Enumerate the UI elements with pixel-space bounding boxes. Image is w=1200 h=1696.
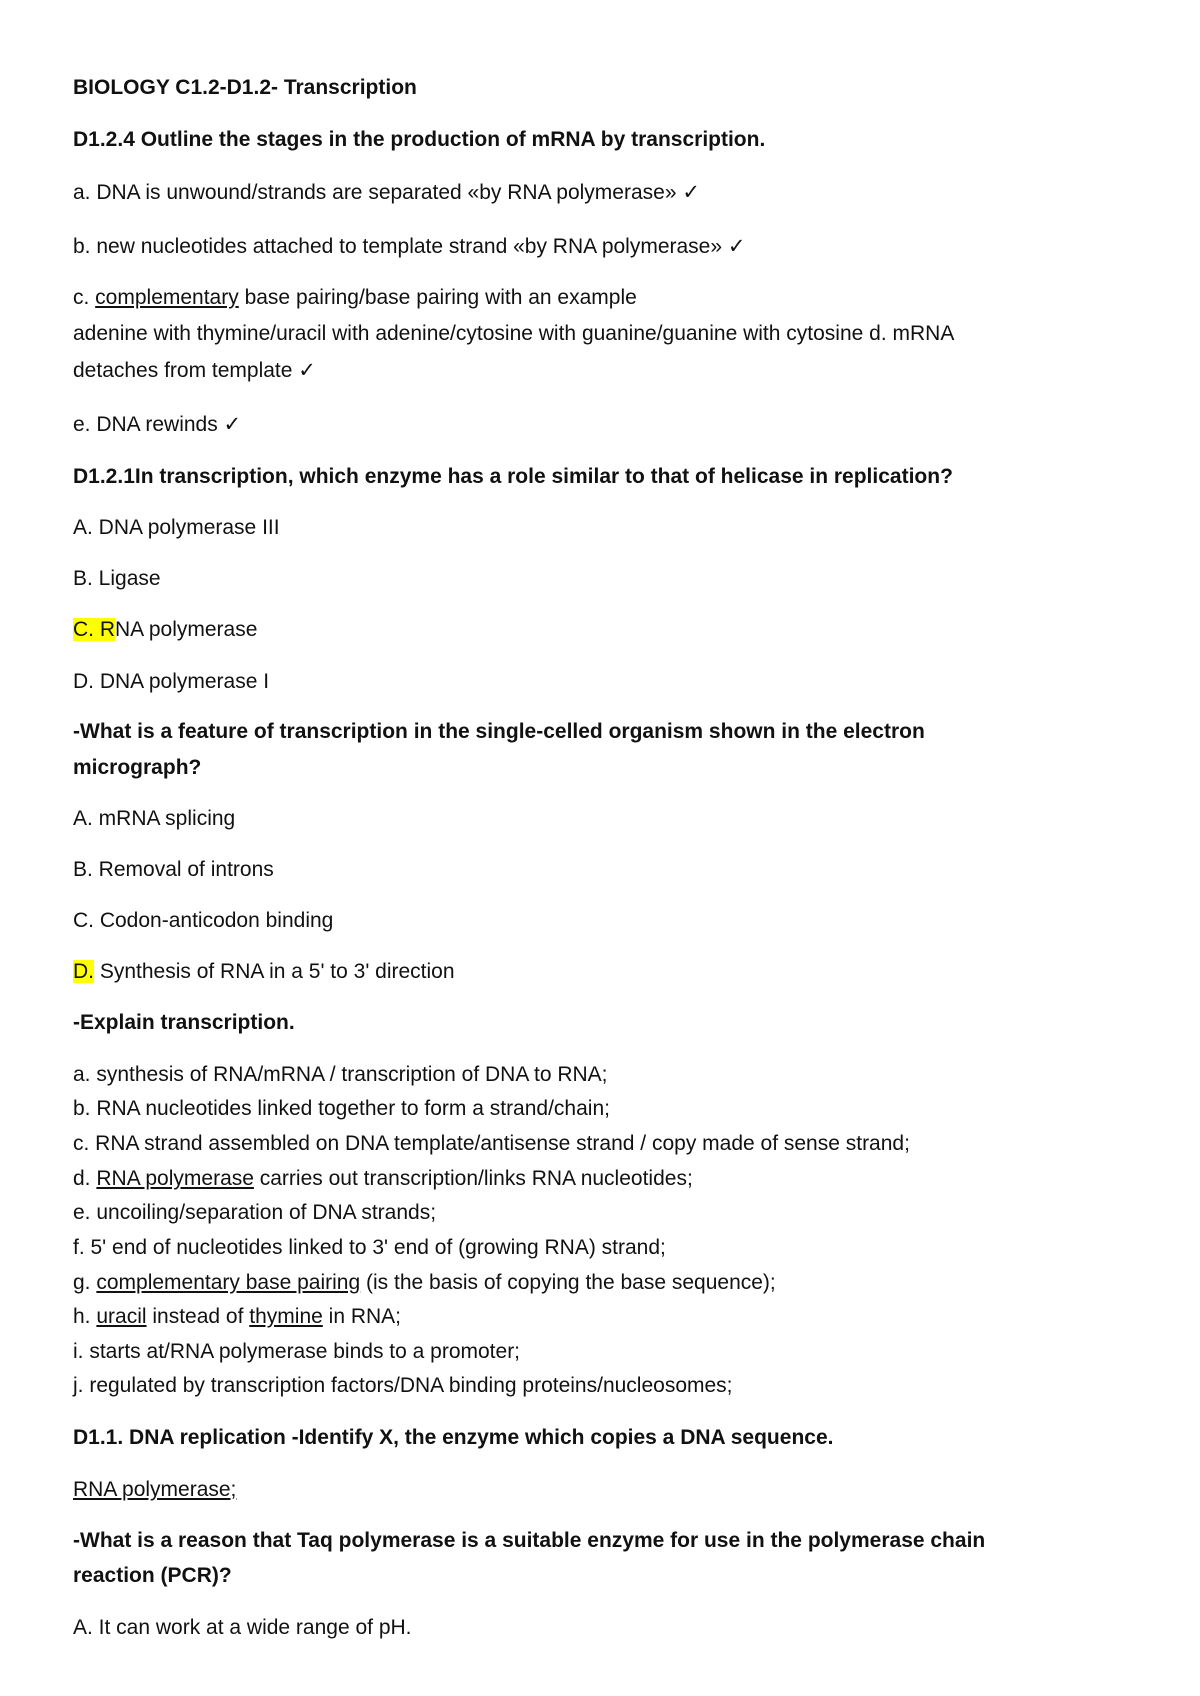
underlined-term: uracil	[96, 1305, 147, 1328]
answer-line: i. starts at/RNA polymerase binds to a promoter;	[73, 1340, 521, 1363]
answer-line: a. synthesis of RNA/mRNA / transcription of DNA to RNA;	[73, 1063, 608, 1086]
option-a: A. mRNA splicing	[73, 807, 236, 830]
underlined-term: complementary	[95, 286, 239, 309]
option-d	[73, 959, 455, 985]
question-heading: micrograph?	[73, 756, 202, 779]
answer-text: base pairing/base pairing with an example	[238, 286, 637, 309]
answer-text: (is the basis of copying the base sequence);	[360, 1271, 776, 1294]
option-text: NA polymerase	[115, 618, 258, 641]
answer-text: instead of	[146, 1305, 250, 1328]
question-heading: D1.2.1In transcription, which enzyme has a role similar to that of helicase in replication?	[73, 465, 953, 488]
question-heading: -Explain transcription.	[73, 1011, 295, 1034]
answer-line: RNA polymerase;	[73, 1478, 237, 1501]
answer-line: adenine with thymine/uracil with adenine/cytosine with guanine/guanine with cytosine d. mRNA	[73, 322, 955, 345]
option-b: B. Removal of introns	[73, 858, 274, 881]
underlined-term: thymine	[249, 1305, 323, 1328]
question-heading: -What is a reason that Taq polymerase is a suitable enzyme for use in the polymerase chain	[73, 1529, 986, 1552]
answer-prefix: d.	[73, 1167, 97, 1190]
answer-prefix: c.	[73, 286, 96, 309]
answer-line: b. new nucleotides attached to template strand «by RNA polymerase» ✓	[73, 235, 746, 258]
question-heading: -What is a feature of transcription in the single-celled organism shown in the electron	[73, 720, 925, 743]
document-title: BIOLOGY C1.2-D1.2- Transcription	[73, 76, 417, 99]
highlighted-answer: D.	[73, 960, 94, 983]
answer-line: c. RNA strand assembled on DNA template/antisense strand / copy made of sense strand;	[73, 1132, 910, 1155]
option-c	[73, 617, 257, 643]
answer-line	[73, 1166, 693, 1192]
option-text: Synthesis of RNA in a 5' to 3' direction	[94, 960, 455, 983]
underlined-term: complementary base pairing	[96, 1271, 361, 1294]
answer-prefix: h.	[73, 1305, 97, 1328]
answer-line: b. RNA nucleotides linked together to form a strand/chain;	[73, 1097, 610, 1120]
answer-text: in RNA;	[322, 1305, 401, 1328]
answer-line	[73, 1270, 776, 1296]
underlined-term: RNA polymerase	[96, 1167, 254, 1190]
question-heading: reaction (PCR)?	[73, 1564, 232, 1587]
question-heading: D1.1. DNA replication -Identify X, the enzyme which copies a DNA sequence.	[73, 1426, 834, 1449]
answer-line: j. regulated by transcription factors/DNA binding proteins/nucleosomes;	[73, 1374, 733, 1397]
option-a: A. It can work at a wide range of pH.	[73, 1616, 412, 1639]
answer-line	[73, 1304, 401, 1330]
question-heading: D1.2.4 Outline the stages in the production of mRNA by transcription.	[73, 128, 766, 151]
option-a: A. DNA polymerase III	[73, 516, 280, 539]
answer-line: e. uncoiling/separation of DNA strands;	[73, 1201, 437, 1224]
answer-text: carries out transcription/links RNA nucleotides;	[253, 1167, 693, 1190]
answer-line: e. DNA rewinds ✓	[73, 413, 242, 436]
answer-line: detaches from template ✓	[73, 359, 316, 382]
answer-line: f. 5' end of nucleotides linked to 3' end of (growing RNA) strand;	[73, 1236, 666, 1259]
option-c: C. Codon-anticodon binding	[73, 909, 334, 932]
answer-prefix: g.	[73, 1271, 97, 1294]
option-d: D. DNA polymerase I	[73, 670, 270, 693]
highlighted-answer: C. R	[73, 618, 115, 641]
answer-line	[73, 285, 637, 311]
option-b: B. Ligase	[73, 567, 161, 590]
answer-line: a. DNA is unwound/strands are separated «by RNA polymerase» ✓	[73, 181, 700, 204]
